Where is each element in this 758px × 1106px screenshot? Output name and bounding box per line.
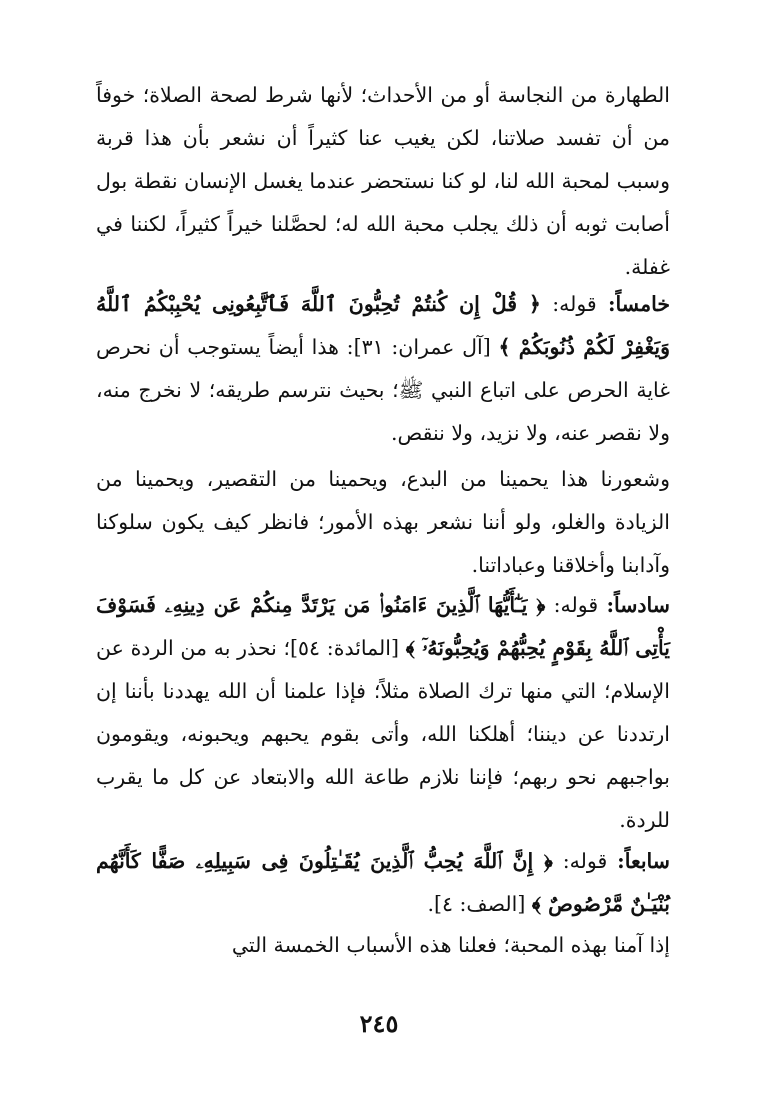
section-lead: خامساً: <box>607 292 670 316</box>
paragraph-text: [آل عمران: ٣١]: هذا أيضاً يستوجب أن نحرص غاية الحرص على اتباع النبي ﷺ؛ بحيث نترسم طريقه؛ لا نخرج منه، ولا نقصر عنه، ولا نزيد، ولا ننقص. <box>96 335 670 445</box>
paragraph-fifth <box>96 283 670 455</box>
paragraph-text: وشعورنا هذا يحمينا من البدع، ويحمينا من التقصير، ويحمينا من الزيادة والغلو، ولو أننا نشعر بهذه الأمور؛ فانظر كيف يكون سلوكنا وآدابنا وأخلاقنا وعباداتنا. <box>96 467 670 577</box>
quran-verse: ﴿ يَـٰٓأَيُّهَا ٱلَّذِينَ ءَامَنُوا۟ مَن يَرْتَدَّ مِنكُمْ عَن دِينِهِۦ فَسَوْفَ يَأْتِى ٱللَّهُ بِقَوْمٍ يُحِبُّهُمْ وَيُحِبُّونَهُۥٓ ﴾ <box>96 593 671 660</box>
paragraph-text: [المائدة: ٥٤]؛ نحذر به من الردة عن الإسلام؛ التي منها ترك الصلاة مثلاً؛ فإذا علمنا أن الله يهددنا بأننا إن ارتددنا عن ديننا؛ أهلكنا الله، وأتى بقوم يحبهم ويحبونه، ويقومون بواجبهم نحو ربهم؛ فإننا نلازم طاعة الله والابتعاد عن كل ما يقرب للردة. <box>96 636 670 832</box>
quote-intro: قوله: <box>545 593 607 617</box>
paragraph-text: إذا آمنا بهذه المحبة؛ فعلنا هذه الأسباب الخمسة التي <box>231 933 670 957</box>
paragraph-closing <box>96 924 670 967</box>
paragraph-seventh <box>96 840 670 926</box>
quran-verse: ﴿ إِنَّ ٱللَّهَ يُحِبُّ ٱلَّذِينَ يُقَـٰتِلُونَ فِى سَبِيلِهِۦ صَفًّا كَأَنَّهُم بُنْيَـٰنٌ مَّرْصُوصٌ ﴾ <box>96 849 670 916</box>
quote-intro: قوله: <box>540 292 608 316</box>
paragraph-purity <box>96 74 670 289</box>
paragraph-feeling <box>96 458 670 587</box>
section-lead: سابعاً: <box>617 849 670 873</box>
paragraph-text: [الصف: ٤]. <box>427 892 532 916</box>
paragraph-text: الطهارة من النجاسة أو من الأحداث؛ لأنها شرط لصحة الصلاة؛ خوفاً من أن تفسد صلاتنا، لكن يغيب عنا كثيراً أن نشعر بأن هذا قربة وسبب لمحبة الله لنا، لو كنا نستحضر عندما يغسل الإنسان نقطة بول أصابت ثوبه أن ذلك يجلب محبة الله له؛ لحصَّلنا خيراً كثيراً، لكننا في غفلة. <box>96 83 670 279</box>
quote-intro: قوله: <box>552 849 618 873</box>
page-number: ٢٤٥ <box>359 1009 399 1038</box>
paragraph-sixth <box>96 584 670 842</box>
quran-verse: ﴿ قُلْ إِن كُنتُمْ تُحِبُّونَ ٱللَّهَ فَٱتَّبِعُونِى يُحْبِبْكُمُ ٱللَّهُ وَيَغْفِرْ لَكُمْ ذُنُوبَكُمْ ﴾ <box>96 292 670 359</box>
section-lead: سادساً: <box>606 593 670 617</box>
